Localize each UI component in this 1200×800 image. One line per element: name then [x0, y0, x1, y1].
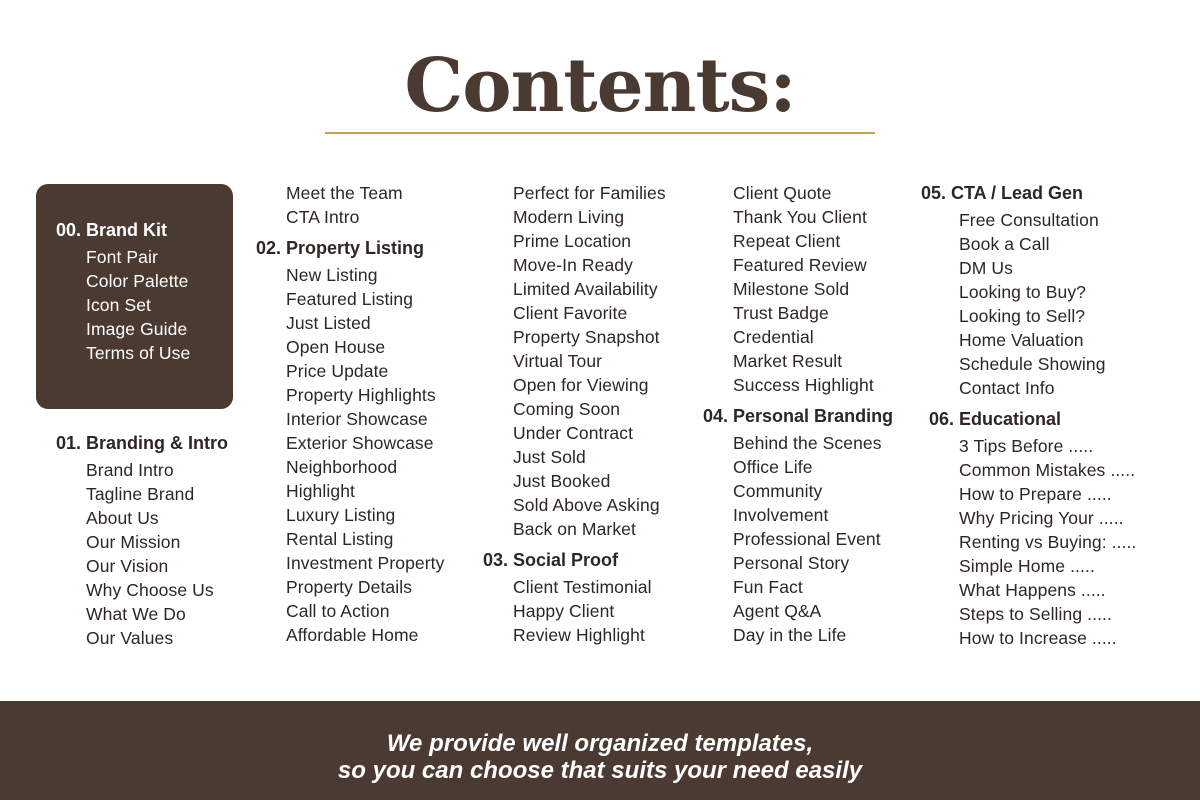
list-item: Renting vs Buying: .....	[959, 532, 1137, 552]
list-item: Personal Story	[733, 553, 850, 573]
list-item: Interior Showcase	[286, 409, 428, 429]
section-heading: 04. Personal Branding	[703, 406, 894, 426]
list-item: Just Listed	[286, 313, 371, 333]
list-item: Open for Viewing	[513, 375, 649, 395]
list-item: How to Prepare .....	[959, 484, 1112, 504]
list-item: Trust Badge	[733, 303, 829, 323]
list-item: Client Quote	[733, 183, 832, 203]
list-item: Color Palette	[86, 271, 189, 291]
list-item: Steps to Selling .....	[959, 604, 1112, 624]
footer-line-2: so you can choose that suits your need easily	[337, 757, 863, 784]
list-item: Call to Action	[286, 601, 390, 621]
list-item: Coming Soon	[513, 399, 621, 419]
list-item: Exterior Showcase	[286, 433, 434, 453]
list-item: Schedule Showing	[959, 354, 1106, 374]
list-item: Involvement	[733, 505, 829, 525]
list-item: Repeat Client	[733, 231, 841, 251]
list-item: Market Result	[733, 351, 843, 371]
list-item: Tagline Brand	[86, 484, 195, 504]
column-2	[256, 181, 445, 647]
list-item: Virtual Tour	[513, 351, 603, 371]
list-item: Thank You Client	[733, 207, 867, 227]
list-item: About Us	[86, 508, 159, 528]
list-item: Highlight	[286, 481, 355, 501]
list-item: Credential	[733, 327, 814, 347]
section-heading: 02. Property Listing	[256, 238, 425, 258]
section-brand-kit	[56, 218, 190, 365]
list-item: Investment Property	[286, 553, 445, 573]
list-item: Looking to Buy?	[959, 282, 1087, 302]
list-item: What Happens .....	[959, 580, 1106, 600]
list-item: Free Consultation	[959, 210, 1099, 230]
list-item: Affordable Home	[286, 625, 419, 645]
list-item: Modern Living	[513, 207, 625, 227]
list-item: Icon Set	[86, 295, 152, 315]
list-item: Neighborhood	[286, 457, 398, 477]
list-item: Just Booked	[513, 471, 611, 491]
list-item: Image Guide	[86, 319, 188, 339]
list-item: Behind the Scenes	[733, 433, 882, 453]
section-heading: 05. CTA / Lead Gen	[921, 183, 1084, 203]
list-item: Rental Listing	[286, 529, 394, 549]
section-cta-lead-gen	[921, 181, 1106, 400]
list-item: Price Update	[286, 361, 389, 381]
list-item: Milestone Sold	[733, 279, 850, 299]
column-3	[483, 181, 666, 647]
list-item: Office Life	[733, 457, 813, 477]
list-item: Brand Intro	[86, 460, 174, 480]
list-item: Under Contract	[513, 423, 634, 443]
section-heading: 06. Educational	[929, 409, 1062, 429]
list-item: Luxury Listing	[286, 505, 396, 525]
list-item: Why Pricing Your .....	[959, 508, 1124, 528]
list-item: Review Highlight	[513, 625, 645, 645]
footer-banner	[0, 701, 1200, 800]
list-item: Property Snapshot	[513, 327, 660, 347]
list-item: DM Us	[959, 258, 1013, 278]
section-heading: 03. Social Proof	[483, 550, 619, 570]
list-item: Featured Review	[733, 255, 867, 275]
list-item: Simple Home .....	[959, 556, 1095, 576]
list-item: Our Mission	[86, 532, 181, 552]
list-item: 3 Tips Before .....	[959, 436, 1094, 456]
list-item: Common Mistakes .....	[959, 460, 1136, 480]
list-item: Just Sold	[513, 447, 586, 467]
list-item: Property Details	[286, 577, 413, 597]
list-item: Success Highlight	[733, 375, 874, 395]
section-branding-intro	[56, 431, 228, 650]
list-item: Limited Availability	[513, 279, 658, 299]
list-item: Terms of Use	[86, 343, 191, 363]
list-item: Happy Client	[513, 601, 615, 621]
list-item: Fun Fact	[733, 577, 803, 597]
list-item: Our Vision	[86, 556, 169, 576]
footer-tagline	[0, 730, 1200, 784]
list-item: Our Values	[86, 628, 174, 648]
list-item: Meet the Team	[286, 183, 403, 203]
list-item: How to Increase .....	[959, 628, 1117, 648]
list-item: Day in the Life	[733, 625, 847, 645]
list-item: What We Do	[86, 604, 186, 624]
footer-line-1: We provide well organized templates,	[386, 730, 814, 757]
title-divider	[325, 132, 875, 134]
list-item: Why Choose Us	[86, 580, 214, 600]
list-item: Looking to Sell?	[959, 306, 1086, 326]
section-heading: 01. Branding & Intro	[56, 433, 229, 453]
list-item: Professional Event	[733, 529, 881, 549]
list-item: Client Testimonial	[513, 577, 652, 597]
list-item: Featured Listing	[286, 289, 414, 309]
list-item: Home Valuation	[959, 330, 1084, 350]
section-heading: 00. Brand Kit	[56, 220, 168, 240]
list-item: Font Pair	[86, 247, 158, 267]
column-4	[703, 181, 893, 647]
list-item: Perfect for Families	[513, 183, 666, 203]
list-item: Community	[733, 481, 823, 501]
list-item: Open House	[286, 337, 386, 357]
list-item: Book a Call	[959, 234, 1050, 254]
list-item: Prime Location	[513, 231, 632, 251]
list-item: Back on Market	[513, 519, 636, 539]
section-educational	[929, 407, 1137, 650]
list-item: Property Highlights	[286, 385, 436, 405]
list-item: CTA Intro	[286, 207, 360, 227]
list-item: Contact Info	[959, 378, 1055, 398]
list-item: Sold Above Asking	[513, 495, 660, 515]
list-item: Move-In Ready	[513, 255, 633, 275]
list-item: New Listing	[286, 265, 378, 285]
list-item: Agent Q&A	[733, 601, 822, 621]
list-item: Client Favorite	[513, 303, 628, 323]
page-title: Contents:	[404, 43, 796, 129]
